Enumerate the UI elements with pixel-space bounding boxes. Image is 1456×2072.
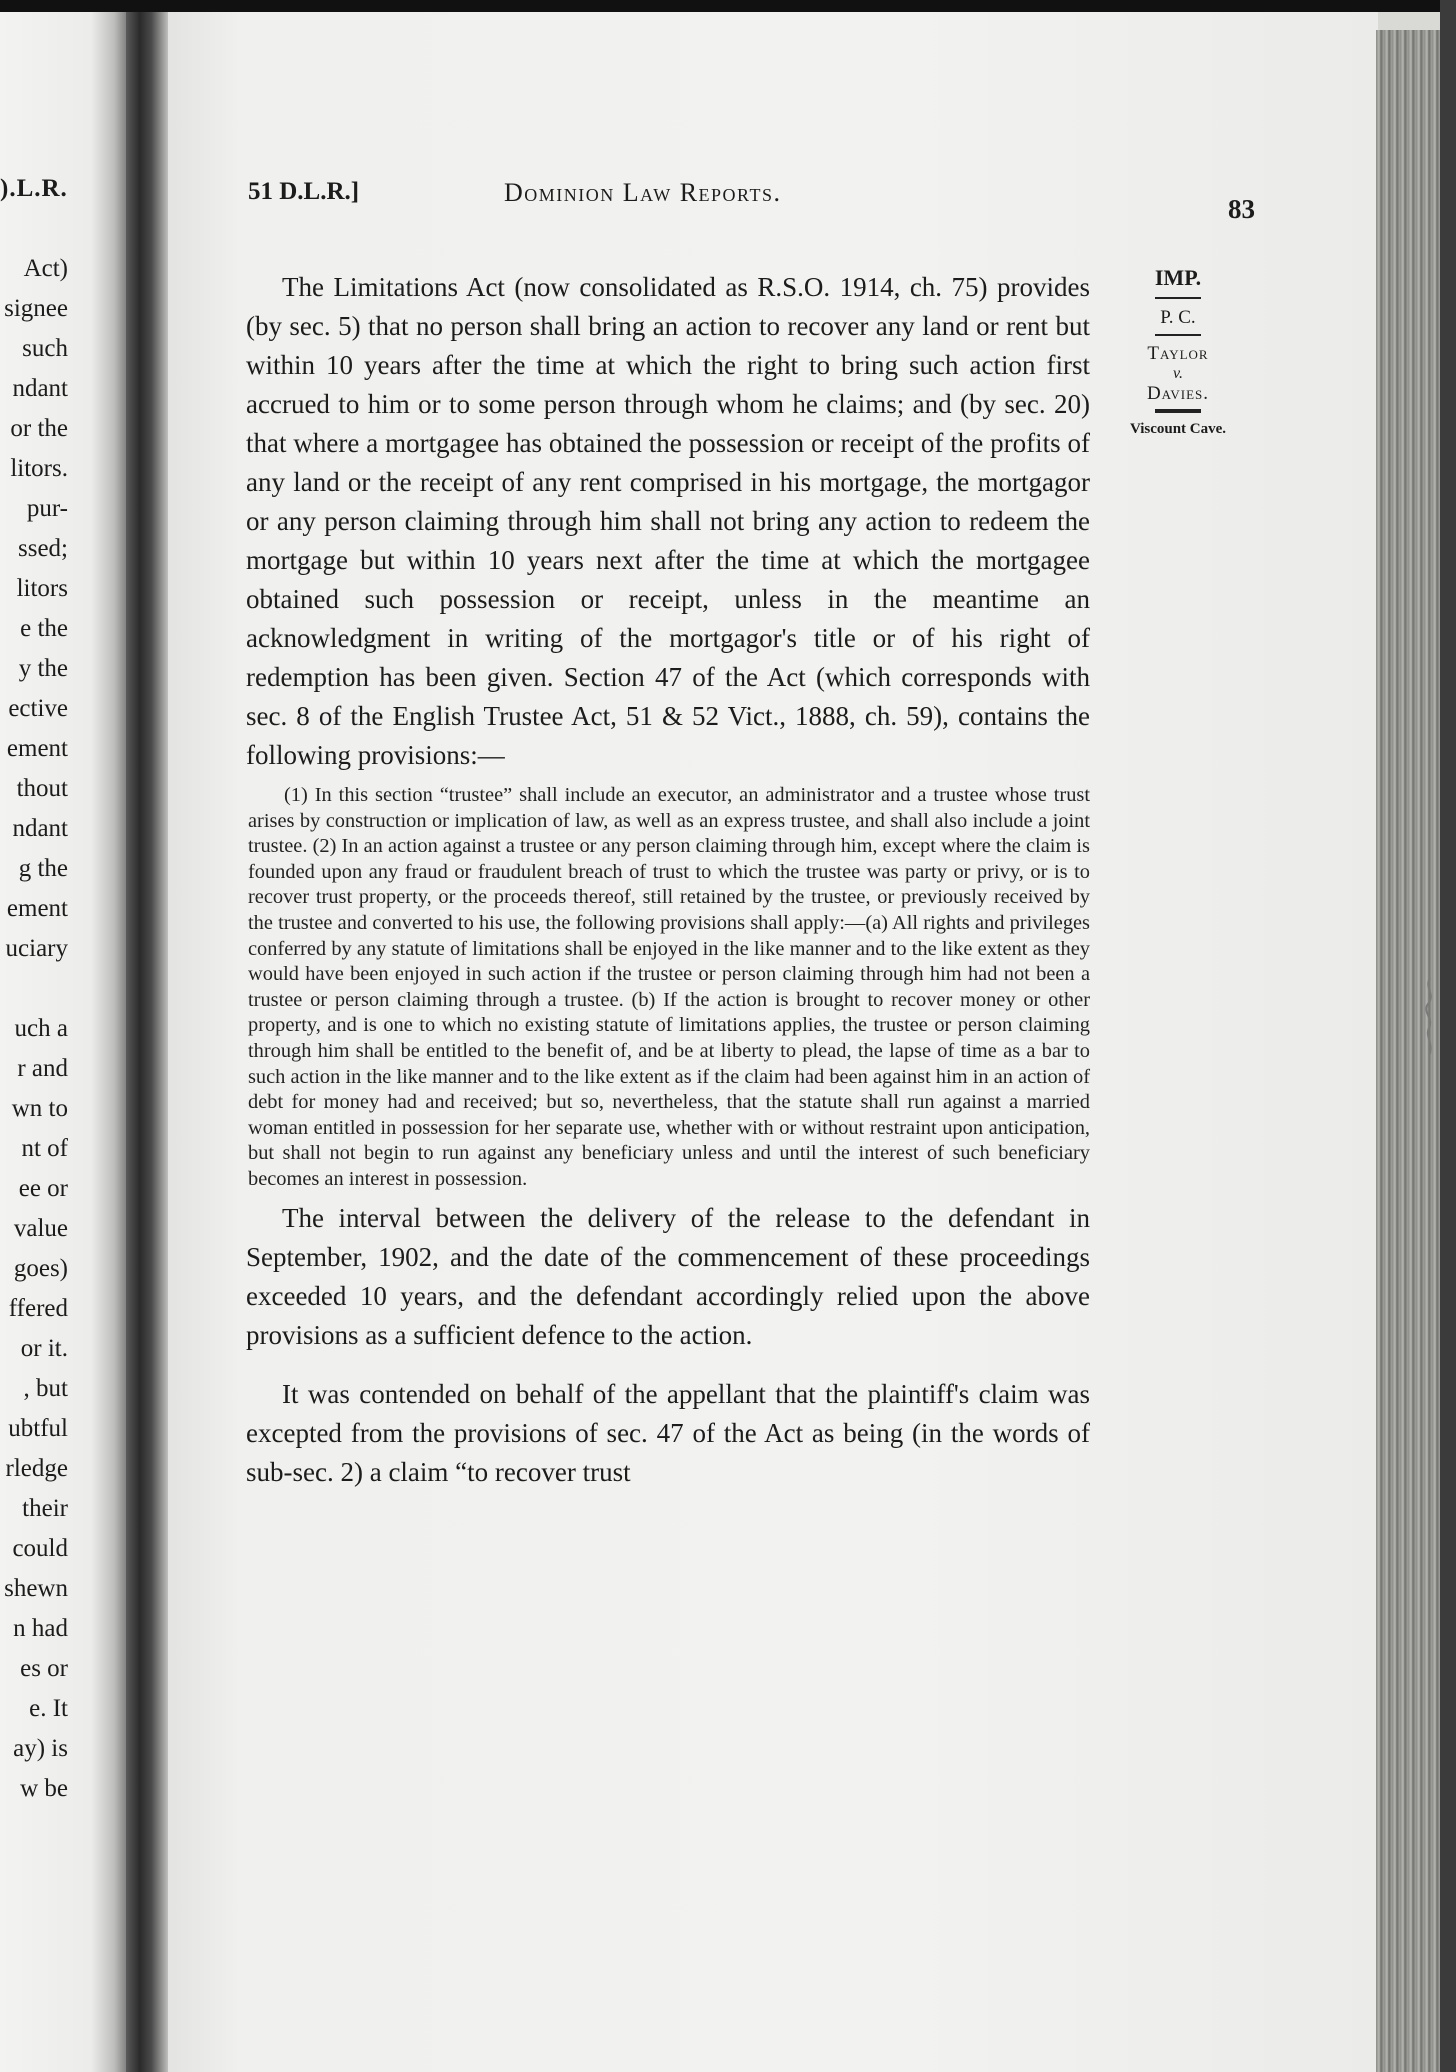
facing-page-line: shewn xyxy=(4,1575,68,1602)
facing-page-line: ee or xyxy=(18,1175,68,1202)
facing-page-line: value xyxy=(13,1215,68,1242)
facing-page-line: nt of xyxy=(21,1135,68,1162)
facing-page-line: g the xyxy=(18,855,68,882)
party-name: Davies. xyxy=(1146,383,1210,404)
facing-page-line: ay) is xyxy=(13,1735,68,1762)
margin-rule xyxy=(1155,334,1201,336)
facing-page-line: ndant xyxy=(12,815,68,842)
facing-page-line: ndant xyxy=(12,375,68,402)
facing-page-line: Act) xyxy=(23,255,68,282)
facing-page-line xyxy=(4,969,68,1009)
facing-page-line: ubtful xyxy=(8,1415,68,1442)
facing-page-line: or it. xyxy=(20,1335,68,1362)
facing-page-line: litors. xyxy=(10,455,68,482)
court-label: IMP. xyxy=(1154,265,1202,290)
facing-page-line: y the xyxy=(18,655,68,682)
facing-page-line: such xyxy=(22,335,68,362)
running-head xyxy=(248,178,1255,224)
facing-page-line: w be xyxy=(20,1775,68,1802)
facing-page-text xyxy=(4,249,68,1809)
facing-page-line: ffered xyxy=(8,1295,68,1322)
facing-page-line: uch a xyxy=(14,1015,68,1042)
facing-page-line: uciary xyxy=(5,935,68,962)
facing-page-line: n had xyxy=(13,1615,68,1642)
facing-page-line: ssed; xyxy=(18,535,68,562)
facing-page-line: e the xyxy=(20,615,68,642)
versus-label: v. xyxy=(1173,365,1183,382)
facing-page-line: could xyxy=(12,1535,68,1562)
margin-rule xyxy=(1155,297,1201,299)
body-paragraph: The Limitations Act (now consolidated as R.S.O. 1914, ch. 75) provides (by sec. 5) that no person shall bring an action to recover any land or rent but within 10 years after the time at which the right to bring such action first accrued to him or to some person through whom he claims; and (by sec. 20) that where a mortgagee has obtained the possession or receipt of the profits of any land or the receipt of any rent comprised in his mortgage, the mortgagor or any person claiming through him shall not bring any action to redeem the mortgage but within 10 years next after the time at which the mortgagee obtained such possession or receipt, unless in the meantime an acknowledgment in writing of the mortgagor's title or of his right of redemption has been given. Section 47 of the Act (which corresponds with sec. 8 of the English Trustee Act, 51 & 52 Vict., 1888, ch. 59), contains the following provisions:— xyxy=(246,272,1090,770)
division-label: P. C. xyxy=(1160,307,1196,328)
page-body xyxy=(246,268,1090,1492)
volume-reference: 51 D.L.R.] xyxy=(248,178,360,205)
facing-page-header: ).L.R. xyxy=(0,175,68,202)
party-name: Taylor xyxy=(1147,343,1209,364)
facing-page-line: ement xyxy=(6,735,68,762)
facing-page-line: litors xyxy=(16,575,68,602)
scan-right-border xyxy=(1440,0,1456,2072)
facing-page-line: or the xyxy=(10,415,68,442)
body-paragraph: The interval between the delivery of the release to the defendant in September, 1902, and the date of the commencement of these proceedings exceeded 10 years, and the defendant accordingly relied upon the above provisions as a sufficient defence to the action. xyxy=(246,1202,1090,1350)
reporter-title: Dominion Law Reports. xyxy=(504,178,782,207)
facing-page-line: r and xyxy=(17,1055,68,1082)
facing-page-line: signee xyxy=(4,295,68,322)
page-number: 83 xyxy=(1228,194,1255,224)
facing-page-line: wn to xyxy=(11,1095,68,1122)
facing-page-line: rledge xyxy=(5,1455,68,1482)
facing-page-line: pur- xyxy=(26,495,68,522)
facing-page-line: their xyxy=(22,1495,68,1522)
book-gutter xyxy=(126,12,172,2072)
pencil-mark-icon xyxy=(1420,976,1440,1056)
facing-page xyxy=(0,12,130,2072)
statute-quotation: (1) In this section “trustee” shall include an executor, an administrator and a trustee whose trust arises by construction or implication of law, as well as an express trustee, and shall also include a joint trustee. (2) In an action against a trustee or any person claiming through him, except where the claim is founded upon any fraud or fraudulent breach of trust to which the trustee was party or privy, or is to recover trust property, or the proceeds thereof, still retained by the trustee, or previously received by the trustee and converted to his use, the following provisions shall apply:—(a) All rights and privileges conferred by any statute of limitations shall be enjoyed in the like manner and to the like extent as they would have been enjoyed in such action if the trustee or person claiming through him had not been a trustee or person claiming through a trustee. (b) If the action is brought to recover money or other property, and is one to which no existing statute of limitations applies, the trustee or person claiming through him shall be entitled to the benefit of, and be at liberty to plead, the lapse of time as a bar to such action in the like manner and to the like extent as if the claim had been against him in an action of debt for money had and received; but so, nevertheless, that the statute shall run against a married woman entitled in possession for her separate use, whether with or without restraint upon anticipation, but shall not begin to run against any beneficiary unless and until the interest of such beneficiary becomes an interest in possession. xyxy=(248,784,1090,1190)
body-paragraph: It was contended on behalf of the appellant that the plaintiff's claim was excepted from the provisions of sec. 47 of the Act as being (in the words of sub-sec. 2) a claim “to recover trust xyxy=(246,1378,1090,1487)
facing-page-line: goes) xyxy=(13,1255,68,1282)
judge-name: Viscount Cave. xyxy=(1129,421,1227,437)
facing-page-line: ective xyxy=(8,695,68,722)
facing-page-line: , but xyxy=(23,1375,68,1402)
margin-rule xyxy=(1155,409,1201,413)
scan-top-border xyxy=(0,0,1456,12)
margin-notes xyxy=(1108,262,1248,439)
facing-page-line: thout xyxy=(16,775,68,802)
facing-page-line: ement xyxy=(6,895,68,922)
facing-page-line: es or xyxy=(20,1655,68,1682)
facing-page-line: e. It xyxy=(29,1695,68,1722)
